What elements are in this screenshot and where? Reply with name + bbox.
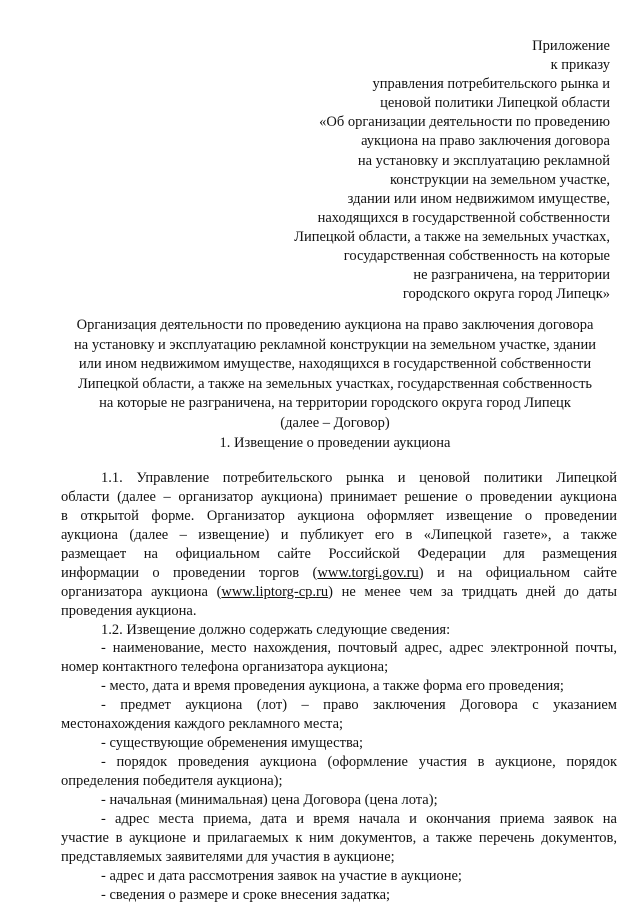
paragraph-line (61, 564, 617, 583)
appendix-line: «Об организации деятельности по проведению (319, 114, 610, 131)
paragraph-line: размещает на официальном сайте Российской Федерации для размещения (61, 545, 617, 562)
appendix-line: государственная собственность на которые (343, 248, 610, 265)
title-line: на которые не разграничена, на территории городского округа город Липецк (99, 395, 571, 411)
appendix-line: не разграничена, на территории (413, 267, 610, 284)
appendix-line: на установку и эксплуатацию рекламной (357, 152, 610, 169)
title-line: Липецкой области, а также на земельных участках, государственная собственность (77, 375, 593, 392)
title-line: (далее – Договор) (280, 414, 390, 431)
list-item-line: - предмет аукциона (лот) – право заключения Договора с указанием (101, 697, 617, 714)
list-item-line: номер контактного телефона организатора аукциона; (61, 659, 389, 676)
appendix-line: управления потребительского рынка и (372, 76, 610, 93)
list-item-line: участие в аукционе и прилагаемых к ним документов, а также перечень документов, (61, 829, 617, 846)
list-item-line: представляемых заявителями для участия в аукционе; (61, 848, 395, 865)
list-item-line: местонахождения каждого рекламного места; (61, 716, 344, 733)
appendix-header (210, 37, 610, 304)
liptorg-link[interactable]: www.liptorg-cp.ru (221, 583, 329, 600)
list-item-line: - наименование, место нахождения, почтовый адрес, адрес электронной почты, (101, 640, 617, 657)
text-fragment: организатора аукциона ( (61, 583, 222, 600)
paragraph-line: области (далее – организатор аукциона) принимает решение о проведении аукциона (61, 488, 617, 505)
appendix-line: городского округа город Липецк» (402, 286, 610, 303)
appendix-line: здании или ином недвижимом имуществе, (347, 190, 610, 207)
paragraph-line: проведения аукциона. (61, 602, 197, 619)
paragraph-line: аукциона (далее – извещение) и публикует его в «Липецкой газете», а также (61, 526, 617, 543)
document-title (55, 316, 615, 433)
text-fragment: ) не менее чем за тридцать дней до даты (328, 583, 618, 600)
title-line: на установку и эксплуатацию рекламной конструкции на земельном участке, здании (74, 336, 596, 353)
torgi-link[interactable]: www.torgi.gov.ru (317, 564, 419, 581)
appendix-line: к приказу (550, 57, 610, 74)
appendix-line: Приложение (532, 38, 610, 54)
list-item-line: - начальная (минимальная) цена Договора (цена лота); (101, 791, 438, 808)
paragraph-line: 1.2. Извещение должно содержать следующие сведения: (101, 621, 451, 638)
paragraph-line (61, 583, 617, 602)
list-item-line: - порядок проведения аукциона (оформление участия в аукционе, порядок (101, 754, 617, 771)
list-item-line: определения победителя аукциона); (61, 773, 283, 789)
text-fragment: ) и на официальном сайте (418, 564, 617, 581)
appendix-line: ценовой политики Липецкой области (380, 95, 610, 112)
section-body (61, 469, 617, 905)
appendix-line: аукциона на право заключения договора (361, 133, 610, 150)
paragraph-line: в открытой форме. Организатор аукциона оформляет извещение о проведении (61, 507, 617, 524)
list-item-line: - адрес и дата рассмотрения заявок на участие в аукционе; (101, 867, 462, 884)
paragraph-line: 1.1. Управление потребительского рынка и ценовой политики Липецкой (101, 470, 617, 486)
list-item-line: - существующие обременения имущества; (101, 735, 364, 752)
appendix-line: Липецкой области, а также на земельных участках, (294, 228, 610, 245)
appendix-line: находящихся в государственной собственности (317, 209, 610, 226)
title-line: или ином недвижимом имуществе, находящихся в государственной собственности (78, 356, 592, 372)
text-fragment: информации о проведении торгов ( (61, 564, 318, 581)
list-item-line: - адрес места приема, дата и время начала и окончания приема заявок на (101, 810, 617, 827)
section-heading: 1. Извещение о проведении аукциона (219, 435, 451, 451)
title-line: Организация деятельности по проведению аукциона на право заключения договора (76, 317, 594, 333)
appendix-line: конструкции на земельном участке, (390, 171, 610, 188)
list-item-line: - сведения о размере и сроке внесения задатка; (101, 886, 391, 903)
list-item-line: - место, дата и время проведения аукциона, а также форма его проведения; (101, 678, 564, 695)
